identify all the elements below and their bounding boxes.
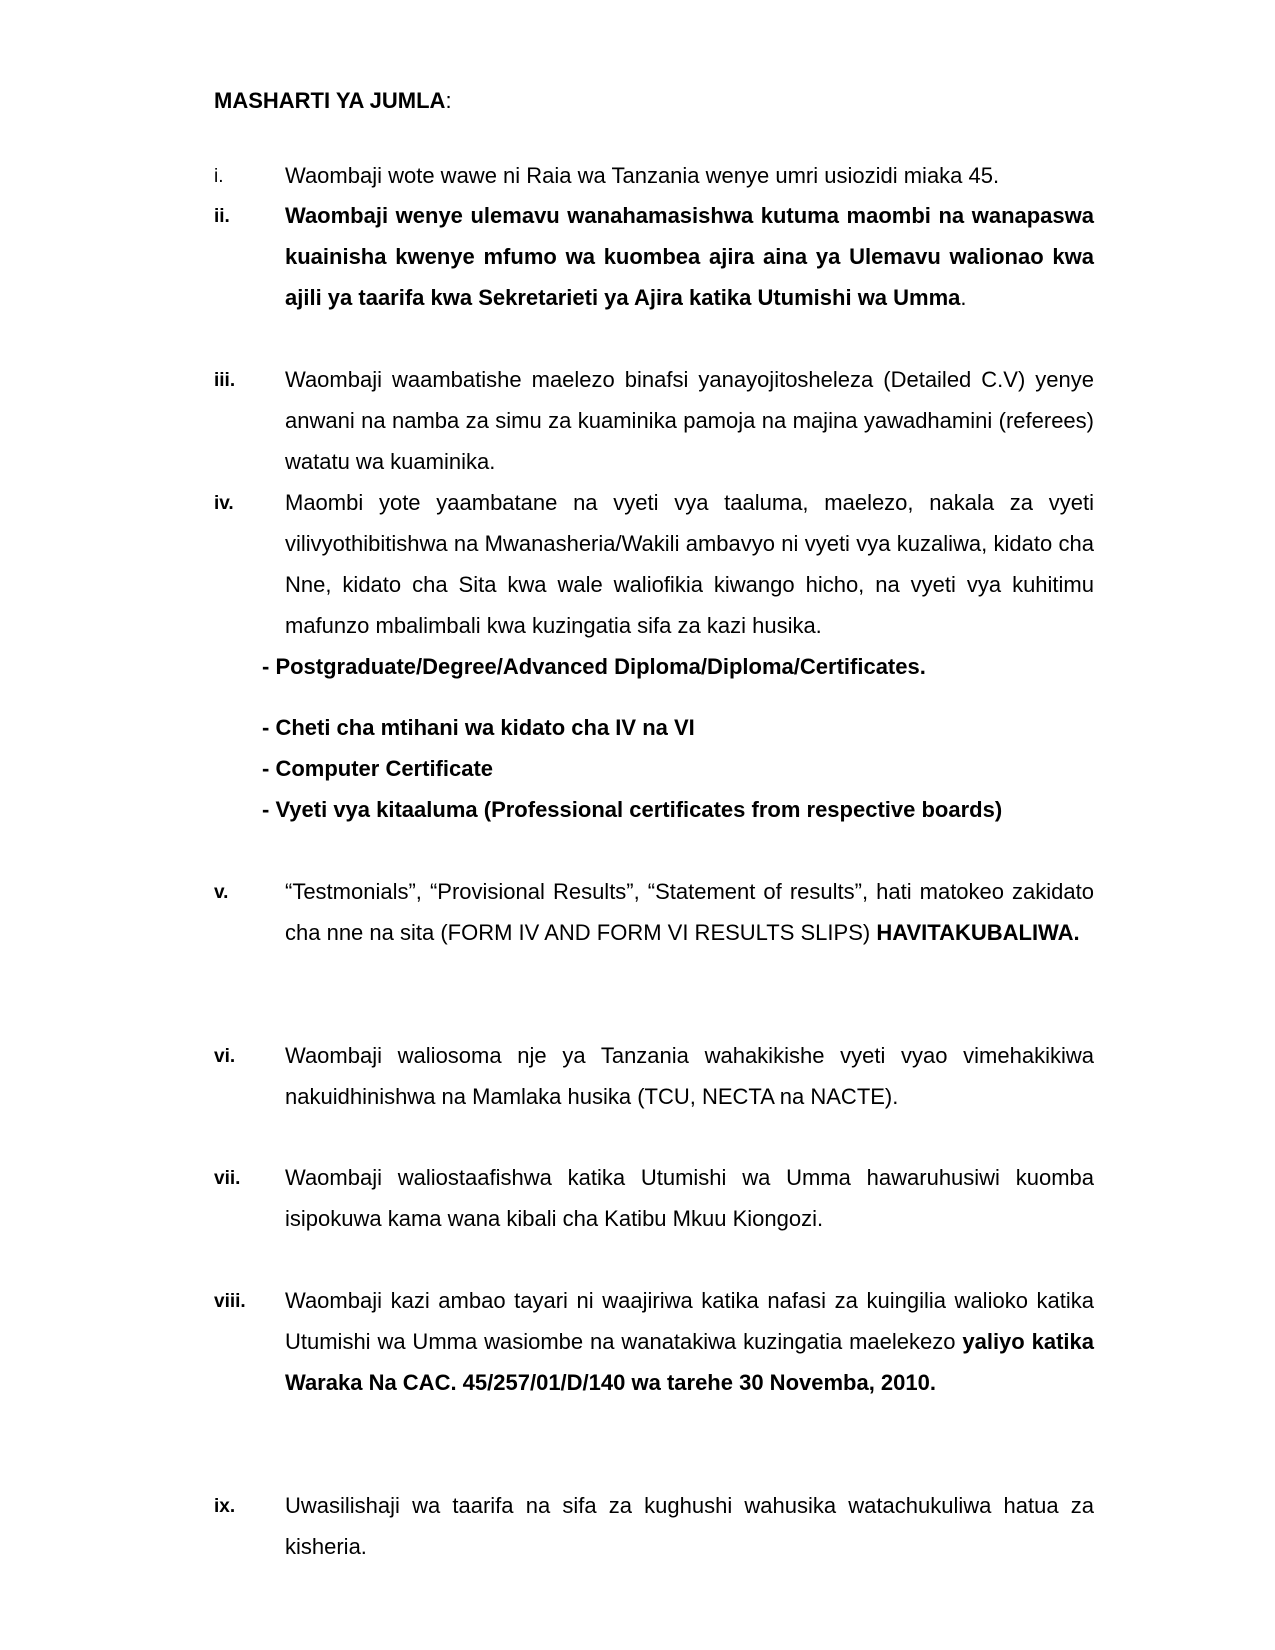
item-text [285,195,1094,318]
heading-title: MASHARTI YA JUMLA [214,88,446,113]
list-item [214,871,1094,953]
list-item [214,195,1094,318]
item-number: ii. [214,206,230,227]
item-text-bold: HAVITAKUBALIWA. [876,920,1080,945]
item-text: Waombaji wote wawe ni Raia wa Tanzania wenye umri usiozidi miaka 45. [285,163,1000,188]
item-text [285,871,1094,953]
item-number: i. [214,166,224,187]
list-item [214,1157,1094,1239]
item-text [285,1280,1094,1403]
item-number: vii. [214,1168,241,1189]
required-document: - Vyeti vya kitaaluma (Professional certificates from respective boards) [262,797,1003,822]
item-number: ix. [214,1496,236,1517]
heading-colon: : [445,88,452,113]
required-document: - Postgraduate/Degree/Advanced Diploma/Diploma/Certificates. [262,654,926,679]
required-document: - Cheti cha mtihani wa kidato cha IV na VI [262,715,695,740]
item-text: Waombaji waliosoma nje ya Tanzania wahakikishe vyeti vyao vimehakikiwa nakuidhinishwa na Mamlaka husika (TCU, NECTA na NACTE). [285,1043,1094,1109]
item-text-bold: yaliyo katika Waraka Na CAC. 45/257/01/D/140 wa tarehe 30 Novemba, 2010. [285,1329,1094,1395]
item-text: Waombaji waambatishe maelezo binafsi yanayojitosheleza (Detailed C.V) yenye anwani na namba za simu za kuaminika pamoja na majina yawadhamini (referees) watatu wa kuaminika. [285,367,1094,474]
list-item [214,155,1094,196]
item-text: Maombi yote yaambatane na vyeti vya taaluma, maelezo, nakala za vyeti vilivyothibitishwa na Mwanasheria/Wakili ambavyo ni vyeti vya kuzaliwa, kidato cha Nne, kidato cha Sita kwa wale waliofikia kiwango hicho, na vyeti vya kuhitimu mafunzo mbalimbali kwa kuzingatia sifa za kazi husika. [285,490,1094,638]
item-text: Waombaji waliostaafishwa katika Utumishi wa Umma hawaruhusiwi kuomba isipokuwa kama wana kibali cha Katibu Mkuu Kiongozi. [285,1165,1094,1231]
item-number: v. [214,882,229,903]
list-item [214,359,1094,482]
list-item [214,1485,1094,1567]
required-document: - Computer Certificate [262,756,494,781]
item-text-bold: Waombaji wenye ulemavu wanahamasishwa kutuma maombi na wanapaswa kuainisha kwenye mfumo wa kuombea ajira aina ya Ulemavu walionao kwa ajili ya taarifa kwa Sekretarieti ya Ajira katika Utumishi wa Umma [285,203,1094,310]
item-text-regular: Waombaji kazi ambao tayari ni waajiriwa katika nafasi za kuingilia walioko katika Utumishi wa Umma wasiombe na wanatakiwa kuzingatia maelekezo [285,1288,1094,1354]
item-text-end: . [960,285,967,310]
item-text-regular: “Testmonials”, “Provisional Results”, “Statement of results”, hati matokeo zakidato cha nne na sita (FORM IV AND FORM VI RESULTS SLIPS) [285,879,1094,945]
item-number: iv. [214,493,234,514]
list-item [214,482,1094,646]
list-item [214,1280,1094,1403]
item-number: viii. [214,1291,246,1312]
item-number: vi. [214,1046,236,1067]
list-item [214,1035,1094,1117]
item-number: iii. [214,370,236,391]
section-heading [214,88,452,114]
item-text: Uwasilishaji wa taarifa na sifa za kughushi wahusika watachukuliwa hatua za kisheria. [285,1493,1094,1559]
